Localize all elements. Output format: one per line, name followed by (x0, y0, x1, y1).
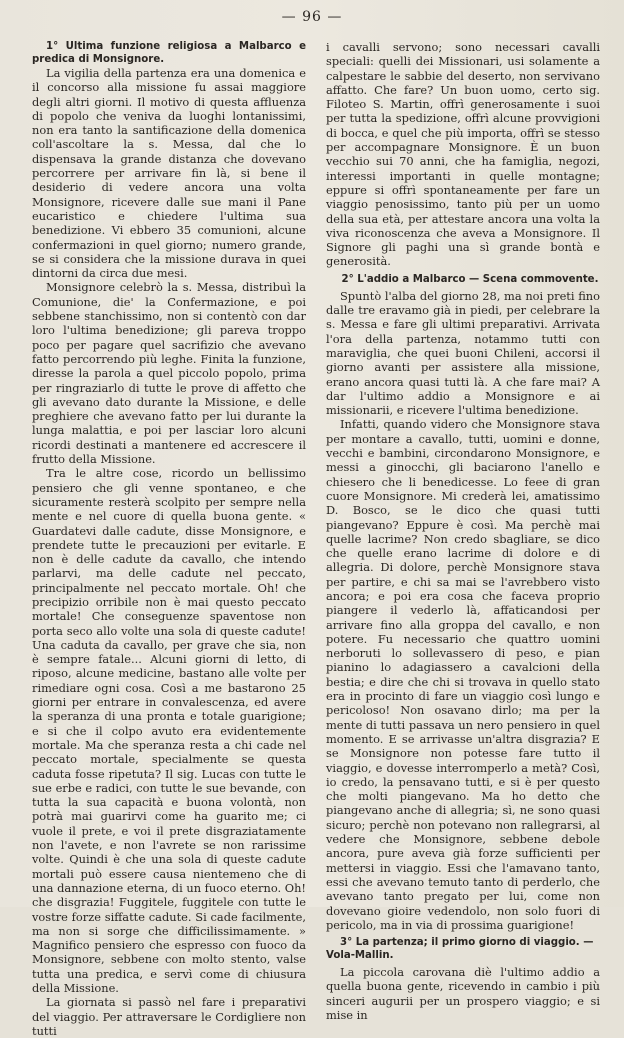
paragraph: Infatti, quando videro che Monsignore stava per montare a cavallo, tutti, uomini e donne, vecchi e bambini, circondarono Monsignore, e messi a ginocchi, gli baciarono l'anello e chiesero che li benedicesse. Lo feee di gran cuore Monsignore. Mi crederà lei, amatissimo D. Bosco, se le dico che quasi tutti piangevano? Eppure è così. Ma perchè mai quelle lacrime? Non credo sbagliare, se dico che quelle erano lacrime di dolore e di allegria. Di dolore, perchè Monsignore stava per partire, e chi sa mai se l'avrebbero visto ancora; e poi era cosa che faceva proprio piangere il vederlo là, affaticandosi per arrivare fino alla groppa del cavallo, e non potere. Fu necessario che quattro uomini nerboruti lo sollevassero di peso, e pian pianino lo adagiassero a cavalcioni della bestia; e dire che chi si trovava in quello stato era in procinto di fare un viaggio così lungo e pericoloso! Non osavano dirlo; ma per la mente di tutti passava un nero pensiero in quel momento. E se arrivasse un'altra disgrazia? E se Monsignore non potesse fare tutto il viaggio, e dovesse interromperlo a metà? Così, io credo, la pensavano tutti, e si è per questo che molti piangevano. Ma ho detto che piangevano anche di allegria; sì, ne sono quasi sicuro; perchè non potevano non rallegrarsi, al vedere che Monsignore, sebbene debole ancora, pure aveva già forze sufficienti per mettersi in viaggio. Essi che l'amavano tanto, essi che avevano temuto tanto di perderlo, che avevano tanto pregato per lui, come non dovevano gioire vedendolo, non solo fuori di pericolo, ma in via di prossima guarigione! (326, 417, 600, 932)
section-heading-3: 3° La partenza; il primo giorno di viaggio. — Vola-Mallin. (326, 937, 594, 962)
paragraph-continuation: i cavalli servono; sono necessari cavalli speciali: quelli dei Missionari, usi solamente a calpestare le sabbie del deserto, non servivano affatto. Che fare? Un buon uomo, certo sig. Filoteo S. Martin, offrì generosamente i suoi per tutta la spedizione, offrì alcune provvigioni di bocca, e quel che più importa, offrì se stesso per accompagnare Monsignore. È un buon vecchio sui 70 anni, che ha famiglia, negozi, interessi importanti in quelle montagne; eppure si offrì spontaneamente per fare un viaggio penosissimo, tanto più per un uomo della sua età, per attestare ancora una volta la viva riconoscenza che aveva a Monsignore. Il Signore gli paghi una sì grande bontà e generosità. (326, 40, 600, 269)
paragraph: La piccola carovana diè l'ultimo addio a quella buona gente, ricevendo in cambio i più sinceri augurii per un prospero viaggio; e si mise in (326, 965, 600, 1022)
page-number: — 96 — (281, 9, 343, 25)
right-column (326, 40, 600, 1022)
paragraph: Spuntò l'alba del giorno 28, ma noi preti fino dalle tre eravamo già in piedi, per celebrare la s. Messa e fare gli ultimi preparativi. Arrivata l'ora della partenza, notammo tutti con maraviglia, che quei buoni Chileni, accorsi il giorno avanti per assistere alla missione, erano ancora quasi tutti là. A che fare mai? A dar l'ultimo addio a Monsignore e ai missionarii, e ricevere l'ultima benedizione. (326, 288, 600, 418)
section-heading-2: 2° L'addio a Malbarco — Scena commovente. (341, 273, 599, 285)
paragraph: La vigilia della partenza era una domenica e il concorso alla missione fu assai maggiore degli altri giorni. Il motivo di questa affluenza di popolo che veniva da luoghi lontanissimi, non era tanto la santificazione della domenica coll'ascoltare la s. Messa, dal che lo dispensava la grande distanza che dovevano percorrere per arrivare fin là, si bene il desiderio di vedere ancora una volta Monsignore, ricevere dalle sue mani il Pane eucaristico e chiedere l'ultima sua benedizione. Vi ebbero 35 comunioni, alcune confermazioni in quel giorno; numero grande, se si considera che la missione durava in quei dintorni da circa due mesi. (32, 66, 306, 281)
paragraph: Monsignore celebrò la s. Messa, distribuì la Comunione, die' la Confermazione, e poi sebbene stanchissimo, non si contentò con dar loro l'ultima benedizione; gli pareva troppo poco per pagare quel sacrifizio che avevano fatto percorrendo più leghe. Finita la funzione, diresse la parola a quel piccolo popolo, prima per ringraziarlo di tutte le prove di affetto che gli avevano dato durante la Missione, e delle preghiere che avevano fatto per lui durante la lunga malattia, e poi per lasciar loro alcuni ricordi destinati a mantenere ed accrescere il frutto della Missione. (32, 280, 306, 467)
left-column (32, 40, 306, 1038)
section-heading-1: 1° Ultima funzione religiosa a Malbarco e predica di Monsignore. (32, 41, 306, 65)
paragraph: Tra le altre cose, ricordo un bellissimo pensiero che gli venne spontaneo, e che sicuramente resterà scolpito per sempre nella mente e nel cuore di quella buona gente. « Guardatevi dalle cadute, disse Monsignore, e prendete tutte le precauzioni per evitarle. E non è delle cadute da cavallo, che intendo parlarvi, ma delle cadute nel peccato, principalmente nel peccato mortale. Oh! che precipizio orribile non è mai questo peccato mortale! Che conseguenze spaventose non porta seco allo volte una sola di queste cadute! Una caduta da cavallo, per grave che sia, non è sempre fatale... Alcuni giorni di letto, di riposo, alcune medicine, bastano alle volte per rimediare ogni cosa. Così a me bastarono 25 giorni per entrare in convalescenza, ed avere la speranza di una pronta e totale guarigione; e si che il colpo avuto era evidentemente mortale. Ma che speranza resta a chi cade nel peccato mortale, specialmente se questa caduta fosse ripetuta? Il sig. Lucas con tutte le sue erbe e radici, con tutte le sue bevande, con tutta la sua capacità e buona volontà, non potrà mai guarirvi come ha guarito me; ci vuole il prete, e voi il prete disgraziatamente non l'avete, e non l'avrete se non rarissime volte. Quindi è che una sola di queste cadute mortali può essere causa nientemeno che di una dannazione eterna, di un fuoco eterno. Oh! che disgrazia! Fuggitele, fuggitele con tutte le vostre forze siffatte cadute. Si cade facilmente, ma non si sorge che difficilissimamente. » Magnifico pensiero che espresso con fuoco da Monsignore, sebbene con molto stento, valse tutta una predica, e servì come di chiusura della Missione. (32, 466, 306, 995)
paragraph: La giornata si passò nel fare i preparativi del viaggio. Per attraversare le Cordigliere non tutti (32, 995, 306, 1038)
